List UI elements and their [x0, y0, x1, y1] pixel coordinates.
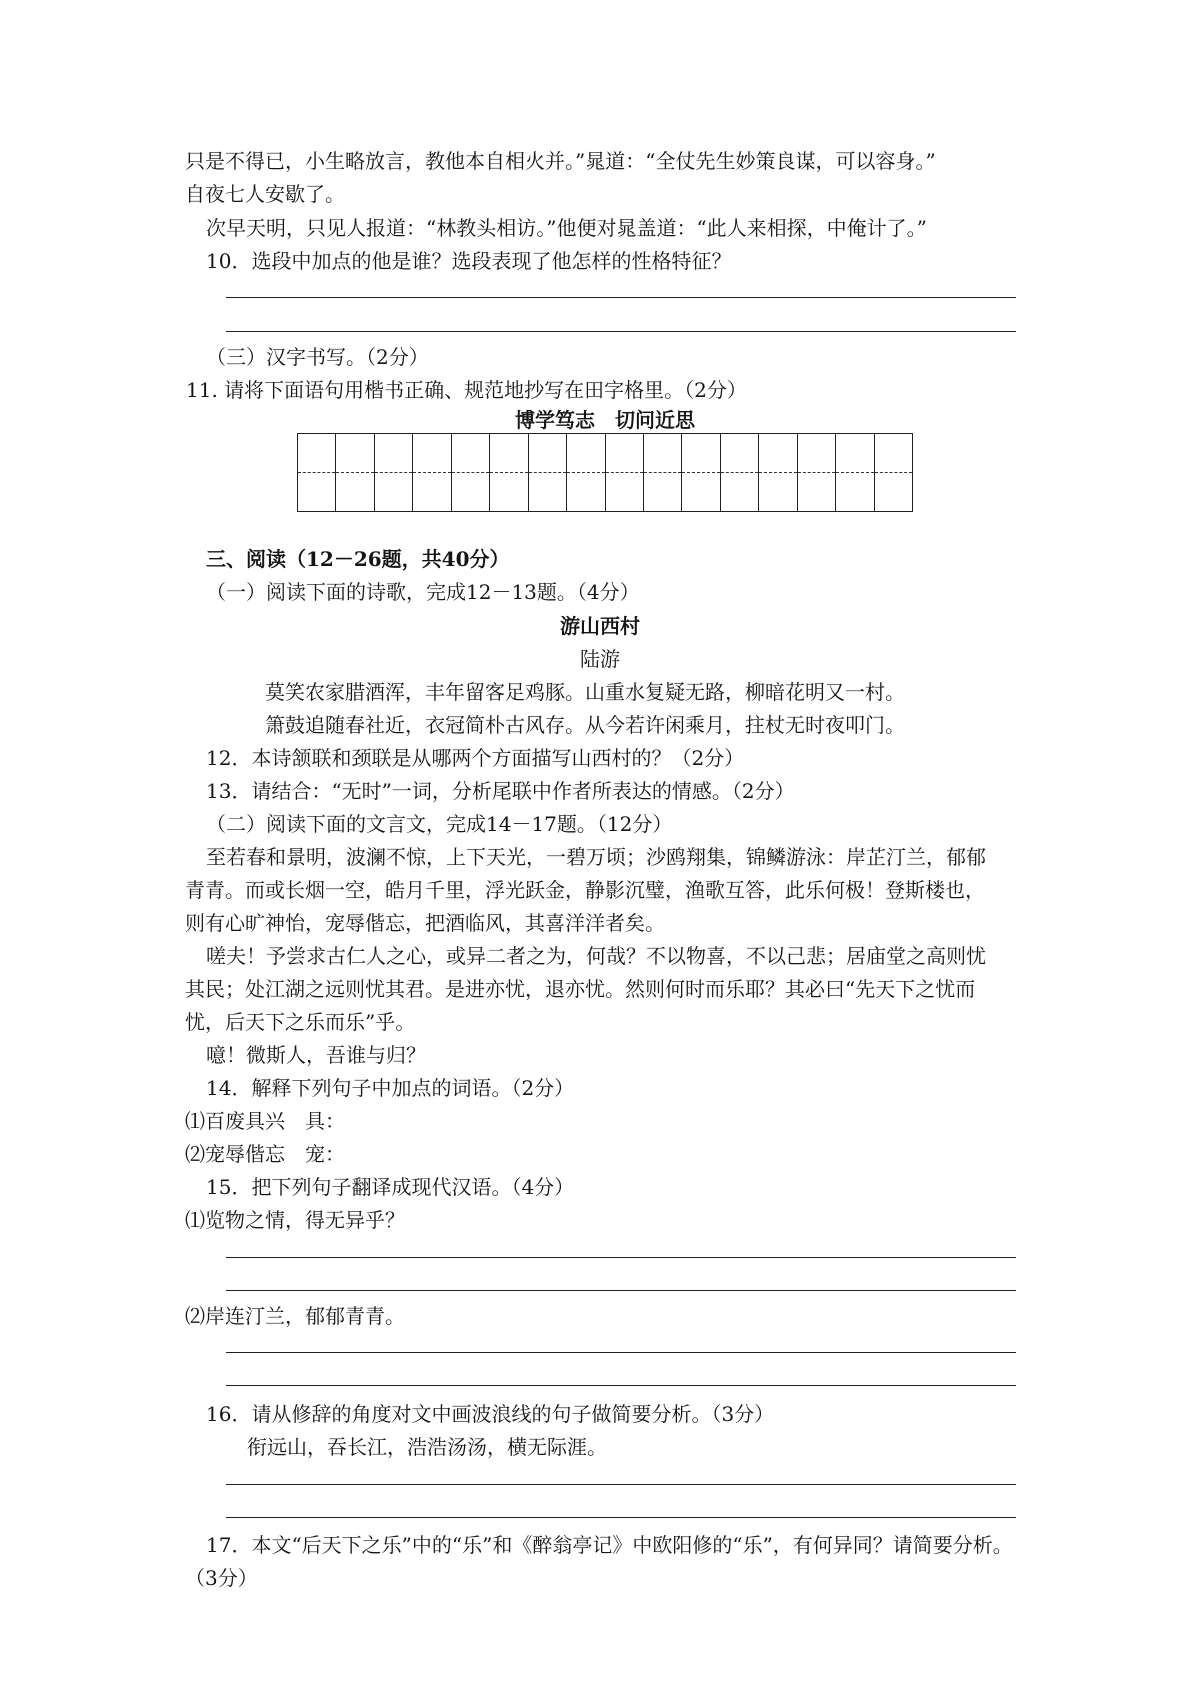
poem-title: 游山西村	[560, 614, 640, 638]
part-heading: 三、阅读（12－26题，共40分）	[206, 547, 510, 571]
poem-line: 莫笑农家腊酒浑，丰年留客足鸡豚。山重水复疑无路，柳暗花明又一村。	[265, 680, 905, 704]
grid-cell[interactable]	[835, 433, 873, 512]
question-16: 16．请从修辞的角度对文中画波浪线的句子做简要分析。（3分）	[206, 1402, 775, 1426]
copy-phrase: 博学笃志 切问近思	[515, 408, 695, 432]
text-line: 自夜七人安歇了。	[185, 182, 345, 206]
prose-line: 嗟夫！予尝求古仁人之心，或异二者之为，何哉？不以物喜，不以己悲；居庙堂之高则忧	[206, 944, 986, 968]
question-15-2: ⑵岸连汀兰，郁郁青青。	[185, 1304, 405, 1328]
poem-line: 箫鼓追随春社近，衣冠简朴古风存。从今若许闲乘月，拄杖无时夜叩门。	[265, 713, 905, 737]
question-14: 14．解释下列句子中加点的词语。（2分）	[206, 1076, 575, 1100]
prose-line: 则有心旷神怡，宠辱偕忘，把酒临风，其喜洋洋者矣。	[185, 911, 665, 935]
grid-cell[interactable]	[335, 433, 373, 512]
question-15: 15．把下列句子翻译成现代汉语。（4分）	[206, 1175, 575, 1199]
grid-cell[interactable]	[681, 433, 719, 512]
text-line: 次早天明，只见人报道：“林教头相访。”他便对晁盖道：“此人来相探，中俺计了。”	[206, 216, 927, 240]
prose-line: 其民；处江湖之远则忧其君。是进亦忧，退亦忧。然则何时而乐耶？其必曰“先天下之忧而	[185, 977, 976, 1001]
answer-line	[226, 331, 1016, 332]
grid-cell[interactable]	[605, 433, 643, 512]
grid-cell[interactable]	[566, 433, 604, 512]
answer-line	[226, 1352, 1016, 1353]
answer-line	[226, 1257, 1016, 1258]
grid-cell[interactable]	[297, 433, 335, 512]
question-16-text: 衔远山，吞长江，浩浩汤汤，横无际涯。	[247, 1435, 607, 1459]
poem-intro: （一）阅读下面的诗歌，完成12－13题。（4分）	[206, 580, 640, 604]
question-14-1: ⑴百废具兴 具：	[185, 1109, 345, 1133]
grid-cell[interactable]	[758, 433, 796, 512]
poem-author: 陆游	[580, 647, 620, 671]
answer-line	[226, 297, 1016, 298]
grid-cell[interactable]	[874, 433, 913, 512]
question-11: 11. 请将下面语句用楷书正确、规范地抄写在田字格里。（2分）	[186, 378, 747, 402]
answer-line	[226, 1385, 1016, 1386]
grid-cell[interactable]	[528, 433, 566, 512]
grid-cell[interactable]	[720, 433, 758, 512]
question-10: 10．选段中加点的他是谁？选段表现了他怎样的性格特征？	[206, 249, 732, 273]
grid-cell[interactable]	[489, 433, 527, 512]
grid-cell[interactable]	[374, 433, 412, 512]
question-15-1: ⑴览物之情，得无异乎？	[185, 1208, 405, 1232]
question-14-2: ⑵宠辱偕忘 宠：	[185, 1142, 345, 1166]
section-heading: （三）汉字书写。（2分）	[206, 345, 429, 369]
prose-line: 噫！微斯人，吾谁与归？	[206, 1043, 426, 1067]
prose-intro: （二）阅读下面的文言文，完成14－17题。（12分）	[206, 812, 673, 836]
prose-line: 忧，后天下之乐而乐”乎。	[185, 1010, 416, 1034]
answer-line	[226, 1484, 1016, 1485]
answer-line	[226, 1517, 1016, 1518]
question-13: 13．请结合：“无时”一词，分析尾联中作者所表达的情感。（2分）	[206, 779, 795, 803]
text-line: 只是不得已，小生略放言，教他本自相火并。”晁道：“全仗先生妙策良谋，可以容身。”	[185, 149, 936, 173]
prose-line: 至若春和景明，波澜不惊，上下天光，一碧万顷；沙鸥翔集，锦鳞游泳：岸芷汀兰，郁郁	[206, 845, 986, 869]
grid-cell[interactable]	[797, 433, 835, 512]
grid-cell[interactable]	[412, 433, 450, 512]
grid-cell[interactable]	[451, 433, 489, 512]
prose-line: 青青。而或长烟一空，皓月千里，浮光跃金，静影沉璧，渔歌互答，此乐何极！登斯楼也，	[185, 878, 985, 902]
question-17: 17．本文“后天下之乐”中的“乐”和《醉翁亭记》中欧阳修的“乐”，有何异同？请简要分析。	[206, 1533, 1013, 1557]
question-17-score: （3分）	[185, 1566, 258, 1590]
tianzige-grid[interactable]	[297, 433, 913, 512]
question-12: 12．本诗颔联和颈联是从哪两个方面描写山西村的？（2分）	[206, 746, 745, 770]
grid-cell[interactable]	[643, 433, 681, 512]
answer-line	[226, 1290, 1016, 1291]
